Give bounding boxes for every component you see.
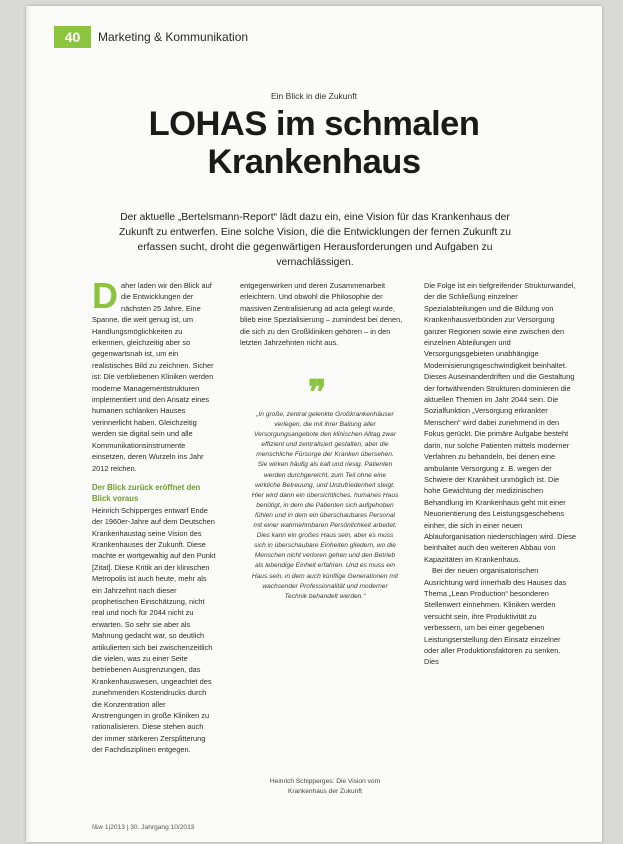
subheading: Der Blick zurück eröffnet den Blick voraus [92, 482, 201, 504]
article-title [26, 105, 602, 181]
paragraph: Bei der neuen organisatorischen Ausrichtung wird innerhalb des Hauses das Thema „Lean Production“ besonderen Stellenwert einnehmen. Kliniken werden versucht sein, ihre Produktivität zu verbessern, um bei einer gegebenen Leistungserstellung den Einsatz einzelner oder aller Produktionsfaktoren zu senken. Dies [424, 566, 567, 667]
magazine-page [26, 6, 602, 842]
page-footer: f&w 1|2013 | 30. Jahrgang 10/2013 [92, 824, 195, 831]
paragraph: aher laden wir den Blick auf die Entwicklungen der nächsten 25 Jahre. Eine Spanne, die weit genug ist, um Handlungsmöglichkeiten zu erkennen, gleichzeitig aber so gegenwartsnah ist, um ein realistisches Bild zu zeichnen. Sicher ist: Die verbliebenen Kliniken werden moderne Managementstrukturen implementiert und den Ansatz eines humanen schlanken Hauses verinnerlicht haben. Gleichzeitig werden sie digital sein und alle Kommunikationsinstrumente einsetzen, deren Wurzeln ins Jahr 2012 reichen. [92, 281, 214, 473]
paragraph: Heinrich Schipperges entwarf Ende der 1960er-Jahre auf dem Deutschen Krankenhaustag seine Vision des Krankenhauses der Zukunft. Diese machte er wortgewaltig auf den Punkt [Zitat]. Diese Kritik an der klinischen Metropolis ist auch heute, mehr als ein Jahrzehnt nach dieser prophetischen Einschätzung, nicht real und noch für 2044 nicht zu erwarten. So sehr sie aber als Mahnung gedacht war, so deutlich artikulierten sich bei zwischenzeitlich die vielen, was zu einer Seite betriebenen Ausgrenzungen, das Krankenhauswesen, ungeachtet des zunehmenden Kostendrucks durch die Konzentration aller Anstrengungen in große Kliniken zu rationalisieren. Diese stehen auch der immer stärkeren Zersplitterung der Fachdisziplinen entgegen. [92, 505, 216, 755]
text-column-2 [240, 280, 405, 348]
page-number-badge: 40 [54, 26, 91, 48]
paragraph: entgegenwirken und deren Zusammenarbeit erleichtern. Und obwohl die Philosophie der massiven Zentralisierung ad acta gelegt wurde, blieb eine Spezialisierung – zumindest bei denen, die sich zu den Großkliniken gehören – in den letzten Jahrzehnten nicht aus. [240, 281, 403, 348]
title-line-2: Krankenhaus [207, 143, 421, 181]
page-header [54, 26, 248, 48]
quote-mark-icon: ❞ [308, 373, 327, 413]
quote-source: Heinrich Schipperges: Die Vision vom Krankenhaus der Zukunft [269, 778, 381, 795]
article-lede: Der aktuelle „Bertelsmann-Report“ lädt dazu ein, eine Vision für das Krankenhaus der Zukunft zu entwerfen. Eine solche Vision, die die Entwicklungen der fernen Zukunft zu erfassen sucht, droht die gegenwärtigen Herausforderungen und Aufgaben zu vernachlässigen. [119, 212, 511, 268]
drop-cap: D [92, 275, 118, 316]
section-title: Marketing & Kommunikation [98, 30, 249, 44]
title-line-1: LOHAS im schmalen [148, 105, 480, 143]
text-column-3 [424, 280, 576, 668]
article-kicker: Ein Blick in die Zukunft [271, 91, 357, 101]
paragraph: Die Folge ist ein tiefgreifender Strukturwandel, der die Schließung einzelner Spezialabteilungen und die Bildung von Krankenhausverbünden zur Versorgung ganzer Regionen sowie eine zwischen den einzelnen Abteilungen und Versorgungsgebieten unabhängige Modernisierungsgeschwindigkeit beinhaltet. Dieses Auseinanderdriften und die Gestaltung der fortwährenden Strukturen dominieren die aktuellen Themen im Jahr 2044 sein. Die Sozialfunktion „Versorgung erkrankter Menschen“ wird dabei zunehmend in den Fokus gerückt. Die primäre Aufgabe besteht darin, nur solche Patienten mittels moderner Verfahren zu behandeln, bei denen eine ambulante Versorgung z. B. wegen der Schwere der Krankheit unmöglich ist. Die hohe Gewichtung der medizinischen Behandlung im Krankenhaus geht mit einer Neuorientierung des Leistungsgeschehens einher, die sich in einer neuen Ablauforganisation niederschlagen wird. Diese beinhaltet auch den weiteren Abbau von Kapazitäten im Krankenhaus. [424, 281, 577, 564]
pull-quote: „In große, zentral gelenkte Großkrankenhäuser verlegen, die mit ihrer Ballung aller Versorgungsangebote den klinischen Alltag zwar effizient und zentralisiert gestalten, aber die menschliche Fürsorge der Kranken übersehen. Sie wirken häufig als kalt und riesig. Patienten werden durchgereicht, zum Teil ohne eine wirkliche Betreuung, und Unzufriedenheit steigt. Hier wird dann ein übersichtliches, humanes Haus benötigt, in dem die Patienten sich aufgehoben fühlen und in dem ein überschaubares Personal mit einer wahrnehmbaren Persönlichkeit arbeitet. Dies kann ein großes Haus sein, aber es muss sich in überschaubare Einheiten gliedern, wo die Menschen nicht verloren gehen und den Betrieb als lebendige Einheit erfahren. Und es muss ein Haus sein, in dem auch künftige Generationen mit wachsender Professionalität und moderner Technik behandelt werden.“ [251, 411, 399, 600]
text-column-1 [92, 275, 216, 756]
